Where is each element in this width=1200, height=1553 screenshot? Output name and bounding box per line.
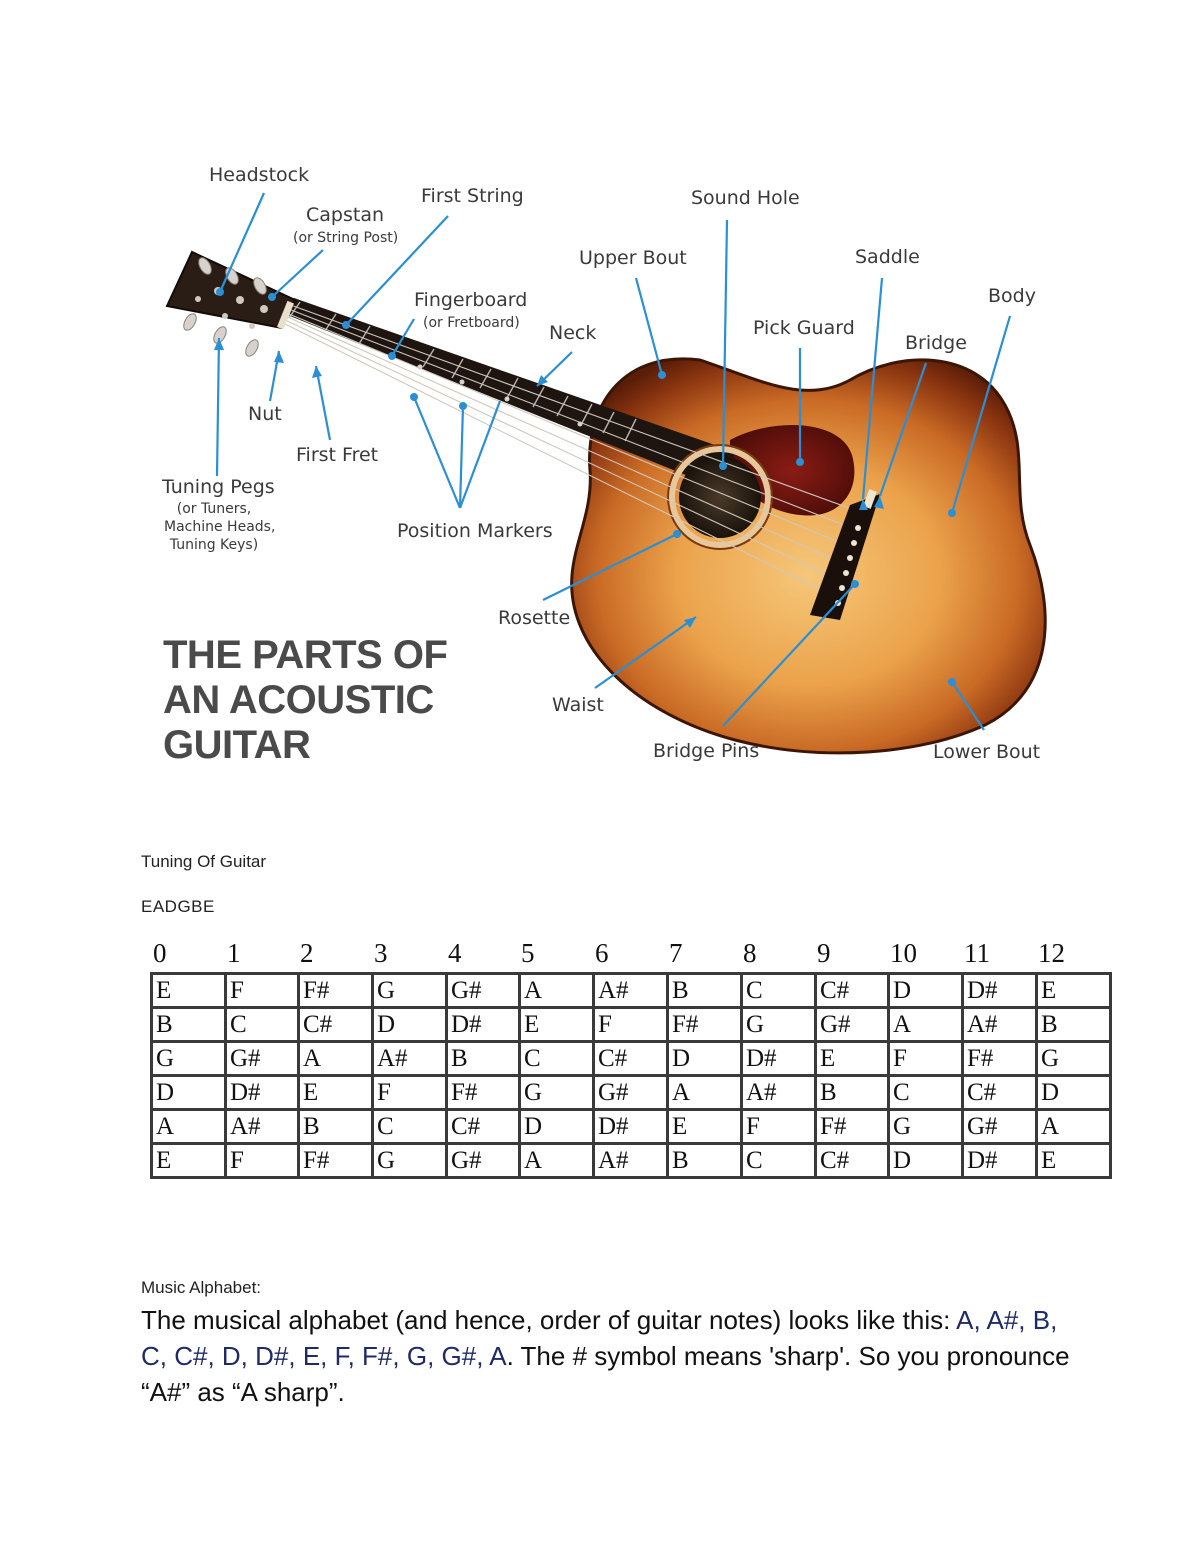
label-headstock: Headstock xyxy=(209,164,310,186)
table-row xyxy=(152,1110,1111,1144)
diagram-title: THE PARTS OF AN ACOUSTIC GUITAR xyxy=(163,633,448,767)
label-first-fret: First Fret xyxy=(296,444,379,466)
fret-header: 8 xyxy=(743,938,757,968)
fret-header: 12 xyxy=(1038,938,1065,968)
note-cell: D xyxy=(152,1076,226,1110)
note-cell: G# xyxy=(816,1008,889,1042)
note-cell: A xyxy=(668,1076,742,1110)
headstock xyxy=(167,252,295,328)
note-cell: A xyxy=(520,1144,594,1178)
note-cell: B xyxy=(447,1042,520,1076)
note-cell: G# xyxy=(594,1076,668,1110)
note-cell: B xyxy=(152,1008,226,1042)
note-cell: F xyxy=(889,1042,963,1076)
label-waist: Waist xyxy=(552,694,604,716)
note-cell: B xyxy=(1037,1008,1111,1042)
label-capstan-sub: (or String Post) xyxy=(293,230,399,246)
note-cell: A xyxy=(299,1042,373,1076)
label-upper-bout: Upper Bout xyxy=(579,247,687,269)
label-body: Body xyxy=(988,285,1036,307)
label-lower-bout: Lower Bout xyxy=(933,741,1041,763)
label-bridge-pins: Bridge Pins xyxy=(653,740,760,762)
note-cell: A# xyxy=(594,1144,668,1178)
note-cell: F# xyxy=(668,1008,742,1042)
note-cell: G xyxy=(1037,1042,1111,1076)
note-cell: D# xyxy=(742,1042,816,1076)
note-cell: C xyxy=(373,1110,447,1144)
note-cell: D xyxy=(889,1144,963,1178)
tuning-value: EADGBE xyxy=(141,897,215,916)
note-cell: D xyxy=(373,1008,447,1042)
note-cell: A# xyxy=(594,974,668,1008)
note-cell: F xyxy=(742,1110,816,1144)
note-cell: A# xyxy=(742,1076,816,1110)
note-cell: G xyxy=(889,1110,963,1144)
note-cell: G xyxy=(742,1008,816,1042)
label-fingerboard: Fingerboard xyxy=(414,289,528,311)
fret-number-headers xyxy=(150,938,1114,972)
note-cell: C# xyxy=(816,974,889,1008)
note-cell: D# xyxy=(963,1144,1037,1178)
alphabet-text-before: The musical alphabet (and hence, order of guitar notes) looks like this: xyxy=(141,1305,957,1335)
label-neck: Neck xyxy=(549,322,597,344)
note-cell: C xyxy=(742,1144,816,1178)
note-cell: E xyxy=(1037,1144,1111,1178)
note-cell: C xyxy=(742,974,816,1008)
label-first-string: First String xyxy=(421,185,524,207)
table-row xyxy=(152,1144,1111,1178)
label-bridge: Bridge xyxy=(905,332,967,354)
note-cell: A xyxy=(889,1008,963,1042)
note-cell: E xyxy=(152,1144,226,1178)
note-cell: B xyxy=(668,1144,742,1178)
fret-header: 9 xyxy=(817,938,831,968)
note-cell: F xyxy=(594,1008,668,1042)
note-cell: A# xyxy=(963,1008,1037,1042)
label-position-markers: Position Markers xyxy=(397,520,553,542)
note-cell: C# xyxy=(299,1008,373,1042)
note-cell: E xyxy=(520,1008,594,1042)
note-cell: G# xyxy=(447,974,520,1008)
note-cell: E xyxy=(816,1042,889,1076)
guitar-body xyxy=(572,359,1046,753)
note-cell: E xyxy=(299,1076,373,1110)
fret-header: 3 xyxy=(374,938,388,968)
note-cell: G xyxy=(373,974,447,1008)
fret-note-table xyxy=(150,972,1112,1179)
note-cell: A xyxy=(1037,1110,1111,1144)
note-cell: A xyxy=(152,1110,226,1144)
note-cell: G# xyxy=(226,1042,299,1076)
note-cell: F# xyxy=(299,1144,373,1178)
alphabet-text-after: . The # symbol means 'sharp'. So you pronounce “A#” as “A sharp”. xyxy=(141,1341,1070,1407)
note-cell: C xyxy=(520,1042,594,1076)
label-pick-guard: Pick Guard xyxy=(753,317,855,339)
fret-header: 10 xyxy=(890,938,917,968)
table-row xyxy=(152,974,1111,1008)
fret-header: 6 xyxy=(595,938,609,968)
tuning-heading: Tuning Of Guitar xyxy=(141,852,267,871)
note-cell: D xyxy=(520,1110,594,1144)
label-capstan: Capstan xyxy=(306,204,385,226)
label-nut: Nut xyxy=(248,403,282,425)
table-row xyxy=(152,1076,1111,1110)
note-cell: D# xyxy=(963,974,1037,1008)
music-alphabet-paragraph xyxy=(141,1302,1081,1410)
note-cell: F# xyxy=(299,974,373,1008)
note-cell: F# xyxy=(447,1076,520,1110)
note-cell: G xyxy=(520,1076,594,1110)
note-cell: A xyxy=(520,974,594,1008)
fret-header: 4 xyxy=(448,938,462,968)
fret-header: 2 xyxy=(300,938,314,968)
label-sound-hole: Sound Hole xyxy=(691,187,800,209)
note-cell: E xyxy=(1037,974,1111,1008)
label-rosette: Rosette xyxy=(498,607,571,629)
note-cell: A# xyxy=(226,1110,299,1144)
table-row xyxy=(152,1042,1111,1076)
note-cell: F xyxy=(226,974,299,1008)
note-cell: E xyxy=(152,974,226,1008)
note-cell: D xyxy=(1037,1076,1111,1110)
note-cell: D# xyxy=(226,1076,299,1110)
note-cell: F xyxy=(373,1076,447,1110)
fret-header: 11 xyxy=(964,938,990,968)
alphabet-notes: A, A#, B, C, C#, D, D#, E, F, F#, G, G#, A xyxy=(141,1305,1058,1371)
label-tuning-pegs-sub: (or Tuners, Machine Heads, Tuning Keys) xyxy=(164,501,276,554)
note-cell: D xyxy=(668,1042,742,1076)
note-cell: G# xyxy=(963,1110,1037,1144)
note-cell: B xyxy=(668,974,742,1008)
note-cell: G xyxy=(152,1042,226,1076)
label-fingerboard-sub: (or Fretboard) xyxy=(423,315,520,331)
note-cell: C# xyxy=(963,1076,1037,1110)
note-cell: B xyxy=(816,1076,889,1110)
fret-header: 1 xyxy=(227,938,241,968)
note-cell: C xyxy=(226,1008,299,1042)
music-alphabet-heading: Music Alphabet: xyxy=(141,1278,262,1297)
note-cell: C xyxy=(889,1076,963,1110)
note-cell: B xyxy=(299,1110,373,1144)
note-cell: D# xyxy=(447,1008,520,1042)
label-saddle: Saddle xyxy=(855,246,920,268)
note-cell: C# xyxy=(816,1144,889,1178)
fret-header: 0 xyxy=(153,938,167,968)
note-cell: C# xyxy=(447,1110,520,1144)
label-tuning-pegs: Tuning Pegs xyxy=(162,476,275,498)
note-cell: E xyxy=(668,1110,742,1144)
note-cell: G# xyxy=(447,1144,520,1178)
table-row xyxy=(152,1008,1111,1042)
note-cell: F# xyxy=(963,1042,1037,1076)
note-cell: F xyxy=(226,1144,299,1178)
fret-header: 5 xyxy=(521,938,535,968)
note-cell: D# xyxy=(594,1110,668,1144)
note-cell: D xyxy=(889,974,963,1008)
note-cell: A# xyxy=(373,1042,447,1076)
note-cell: F# xyxy=(816,1110,889,1144)
fret-header: 7 xyxy=(669,938,683,968)
note-cell: C# xyxy=(594,1042,668,1076)
note-cell: G xyxy=(373,1144,447,1178)
